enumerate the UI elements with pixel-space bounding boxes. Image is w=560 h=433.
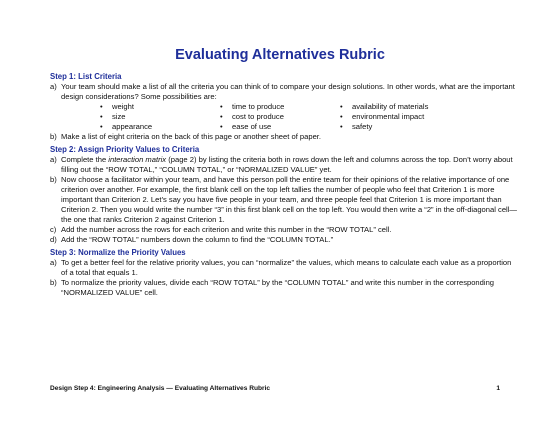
item-text: Add the number across the rows for each criterion and write this number in the “ROW TOTAL” cell. <box>61 225 392 234</box>
step-item <box>50 132 518 142</box>
bullet-item: • safety <box>340 122 460 132</box>
bullet-item: • ease of use <box>220 122 340 132</box>
step-heading: Step 2: Assign Priority Values to Criteria <box>50 145 200 154</box>
bullet-item: • environmental impact <box>340 112 460 122</box>
item-letter: a) <box>50 258 57 267</box>
item-text: Your team should make a list of all the criteria you can think of to compare your design solutions. In other words, what are the important design considerations? Some possibilities are: <box>61 82 515 101</box>
step-item <box>50 225 518 235</box>
step-item <box>50 258 518 278</box>
item-text-post: (page 2) by listing the criteria both in rows down the left and columns across the top. Don’t worry about filling out the “ROW TOTAL,” “COLUMN TOTAL,” or “NORMALIZED VALUE” yet. <box>61 155 513 174</box>
step-heading: Step 1: List Criteria <box>50 72 122 81</box>
bullet-item: • appearance <box>100 122 220 132</box>
item-letter: c) <box>50 225 57 234</box>
item-letter: a) <box>50 82 57 91</box>
item-text <box>61 155 518 175</box>
item-text: Add the “ROW TOTAL” numbers down the column to find the “COLUMN TOTAL.” <box>61 235 334 244</box>
step-1 <box>50 72 518 142</box>
bullet-column <box>340 102 460 132</box>
page-title: Evaluating Alternatives Rubric <box>175 47 385 63</box>
step-item <box>50 82 518 102</box>
item-text: Now choose a facilitator within your team, and have this person poll the entire team for their opinions of the relative importance of one criterion over another. For example, the first blank cell on the top left tallies the number of people who feel that Criterion 1 is more important than Criterion 2. Let’s say you have five people in your team, and three people feel that Criterion 1 is more important than Criterion 2. Then you would write the number “3” in this first blank cell on the top left. You would then write a “2” in the off-diagonal cell—the one that ranks Criterion 2 against Criterion 1. <box>61 175 518 224</box>
bullet-column <box>100 102 220 132</box>
criteria-bullet-list <box>100 102 460 132</box>
item-text-emphasis: interaction matrix <box>108 155 167 164</box>
step-item <box>50 278 518 298</box>
page-footer <box>50 385 500 392</box>
step-2 <box>50 145 518 245</box>
item-text-pre: Complete the <box>61 155 109 164</box>
content <box>50 72 518 301</box>
item-letter: d) <box>50 235 57 244</box>
item-letter: a) <box>50 155 57 164</box>
item-text: Make a list of eight criteria on the back of this page or another sheet of paper. <box>61 132 322 141</box>
step-item <box>50 175 518 225</box>
page-number: 1 <box>496 385 500 392</box>
bullet-item: • availability of materials <box>340 102 460 112</box>
bullet-item: • size <box>100 112 220 122</box>
step-heading: Step 3: Normalize the Priority Values <box>50 248 186 257</box>
item-letter: b) <box>50 175 57 184</box>
bullet-item: • time to produce <box>220 102 340 112</box>
bullet-column <box>220 102 340 132</box>
item-letter: b) <box>50 278 57 287</box>
step-item <box>50 235 518 245</box>
item-letter: b) <box>50 132 57 141</box>
item-text: To normalize the priority values, divide each “ROW TOTAL” by the “COLUMN TOTAL” and write this number in the corresponding “NORMALIZED VALUE” cell. <box>61 278 495 297</box>
bullet-item: • weight <box>100 102 220 112</box>
step-item <box>50 155 518 175</box>
step-3 <box>50 248 518 298</box>
item-text: To get a better feel for the relative priority values, you can “normalize” the values, which means to calculate each value as a proportion of a total that equals 1. <box>61 258 512 277</box>
footer-title: Design Step 4: Engineering Analysis — Evaluating Alternatives Rubric <box>50 385 271 392</box>
bullet-item: • cost to produce <box>220 112 340 122</box>
